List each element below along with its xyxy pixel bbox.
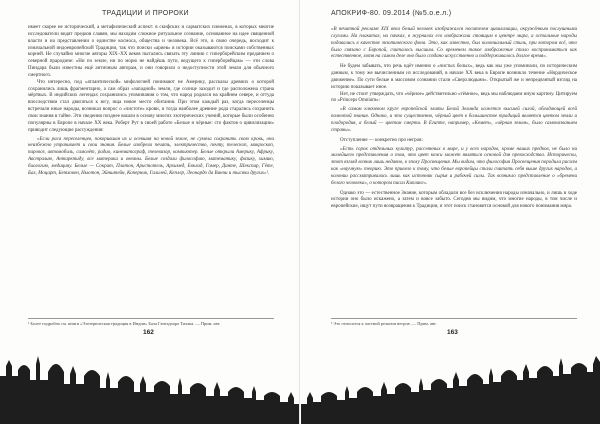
paragraph: Однако это — естественное Знание, которым обладали все без исключения народы изначально, и лишь в ходе истории оно было искажено, а затем и вовсе забыто. Сегодня мы видим, что многие народы, в том числе и европейские, ищут пути возвращения к Традиции, и этот поиск становится основой для нового понимания мира. xyxy=(331,190,577,210)
paragraph: Нет, не стоит утверждать, что «чёрное» действительно «тёмное», ведь мы наблюдаем иную картину. Цитируем по «Princeps Omnium»: xyxy=(331,91,577,104)
page-number: 163 xyxy=(447,329,458,336)
footnote: ¹ Более подробно см. книги «Эзотерическая традиция в Индии» Бала Гангадхара Тилака. — Прим. авт. xyxy=(28,318,274,326)
running-header: АПОКРИФ-80. 09.2014 (№5.о.е.л.) xyxy=(331,10,452,17)
block-quote: «Если раса переселенцев, покорившая их и осевшая на новой земле, не сумела сохранить свою кровь, она неизбежно утрачивает и свои знания. Белые изобрели печать, электричество, почту, телескоп, микроскоп, паровоз, автомобиль, самолёт, радио, кинематограф, телевизор, компьютер. Белые открыли Америку, Африку, Австралию, Антарктиду, все материки и океаны. Белые создали философию, математику, физику, химию, биологию, медицину. Белые — Сократ, Платон, Аристотель, Архимед, Евклид, Гомер, Данте, Шекспир, Гёте, Бах, Моцарт, Бетховен, Ньютон, Эйнштейн, Коперник, Галилей, Кеплер, Леонардо да Винчи и тысячи других»¹. xyxy=(28,136,274,176)
block-quote: «В печатной рекламе XIX века белый человек изображался носителем цивилизации, окружённым послушными слугами. На плакатах, на пачках, в журналах его изображали стоящим в центре мира, а остальные народы подавались в качестве экзотического фона. Это, как известно, был колониальный стиль, при котором всё, что было связано с Европой, считалось высшим. Со временем такое изображение стало восприниматься как естественное, хотя на самом деле оно было создано искусственно и поддерживалось долгое время». xyxy=(331,27,577,60)
paragraph: Не будем забывать, что речь идёт именно о «чистых белых», ведь как мы уже упоминали, по историческим данным, к тому же вычисленным из исследований, в начале XX века в Европе возникло течение «Нордическое движение». По сути белые в массовом сознании стали «Сверхлюдьми». Открытый же и непредвзятый взгляд на историю показывает иное. xyxy=(331,64,577,90)
block-quote: «В самом ключевом круге европейской элиты Белой Зелинда кажется высшей силой, обладающей всей полнотой знания. Однако, и это существенно, чёрный цвет в большинстве традиций является цветом земли и плодородия, а белый — цветом смерти. В Египте, например, «Кемет», «чёрная земля», было самоназванием страны». xyxy=(331,107,577,133)
block-quote: «Есть сорок отдельных культур, рассеянных в мире, и у всех народов, кроме наших предков, не было ни малейшего представления о том, что цвет кожи может являться основой для превосходства. Исторически, этот взгляд возник лишь недавно, в эпоху Просвещения. Мы видим, что философия Просвещения породила расизм как «научную» теорию. Это привело к тому, что белые европейцы стали считать себя выше других народов, а колонии рассматривались лишь как источник сырья и рабочей силы. Так возникло представление о «бремени белого человека», о котором писал Киплинг». xyxy=(331,146,577,186)
paragraph: Что интересно, под «атлантической» мифологией понимают не Америку, рассказы древних о которой сохранились лишь фрагментарно, а сам образ «западной» земли, где солнце заходит и где расположена страна мёртвых. В индийских легендах сохранились упоминания о том, что народ родился на крайнем севере, и оттуда впоследствии стал двигаться к югу, ища новое место обитания. При этом каждый раз, когда переселенцы встречали иные народы, возникал вопрос о «чистоте» крови, и тогда наиболее древние рода старались сохранить свои знания в тайне. Эти сведения позднее вошли в основу многих эзотерических учений, которые были особенно популярны в Европе в начале XX века. Роберт Рут в своей работе «Белые и чёрные: сто фактов о цивилизации» приводит следующие рассуждения: xyxy=(28,79,274,133)
city-skyline-silhouette xyxy=(301,336,600,424)
city-skyline-silhouette xyxy=(0,336,299,424)
running-header: ТРАДИЦИИ И ПРОРОКИ xyxy=(102,10,189,17)
page-number: 162 xyxy=(143,329,154,336)
paragraph: имеет скорее не исторический, а метафизический аспект: в скифских и сарматских племенах, в которых многие исследователи видят предков славян, мы находим сложное ритуальное сознание, основанное на идее священной власти и на представлении о единстве космоса, общества и человека. Всё это, в свою очередь, восходит к изначальной индоевропейской Традиции, так что поиски «ариев» в истории оказываются поисками собственных корней. Не случайно многие авторы XIX–XX веков пытались связать эту линию с гиперборейским преданием о северной прародине: «Ни по земле, ни по морю не найдёшь пути, ведущего к гиперборейцам» — эти слова Пиндара были известны ещё античным авторам, и они говорили о недоступности этой земли для обычного смертного. xyxy=(28,25,274,78)
body-text xyxy=(331,25,577,211)
right-page xyxy=(301,0,600,424)
paragraph: Отступление — конкретно про негров: xyxy=(340,137,423,143)
body-text xyxy=(28,25,274,181)
footnote: ¹ Это относится к частной религии негров. — Прим. авт. xyxy=(331,318,577,326)
